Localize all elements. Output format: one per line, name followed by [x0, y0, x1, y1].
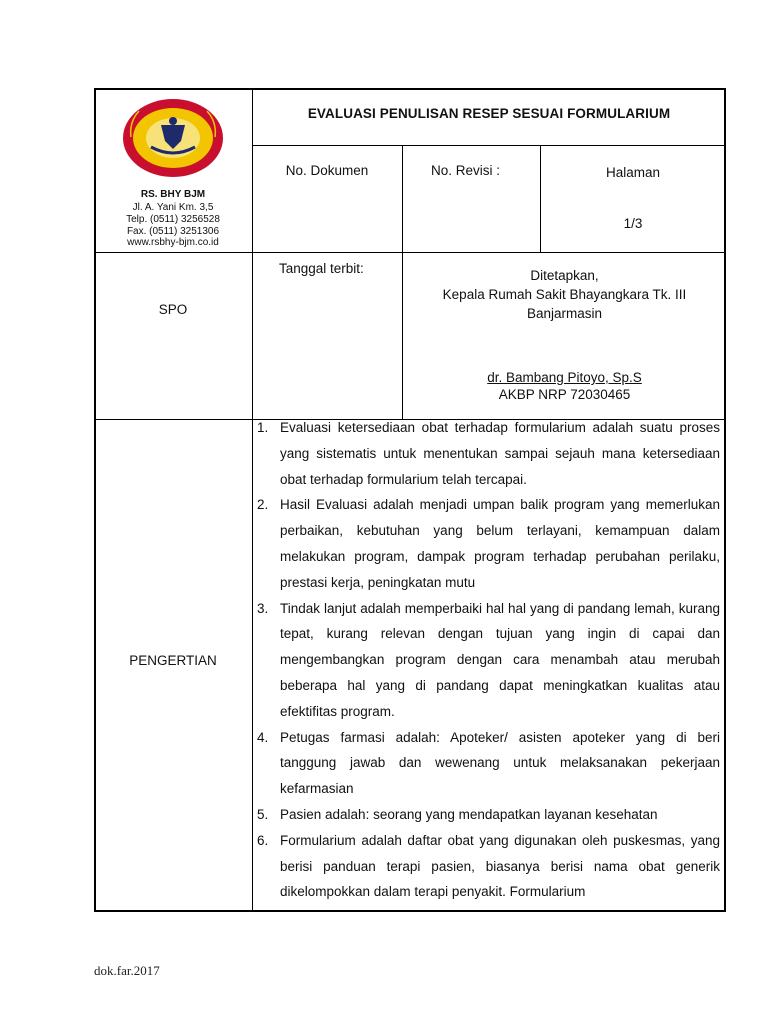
list-item: [257, 492, 720, 595]
list-item-number: 3.: [257, 600, 269, 616]
organization-address: Jl. A. Yani Km. 3,5: [132, 202, 214, 213]
list-item-text: Pasien adalah: seorang yang mendapatkan layanan kesehatan: [280, 806, 658, 822]
list-item: [257, 802, 720, 828]
organization-fax: Fax. (0511) 3251306: [126, 226, 220, 237]
organization-name: RS. BHY BJM: [140, 189, 206, 200]
divider-rev-page: [540, 145, 541, 252]
list-item: [257, 415, 720, 492]
document-title: EVALUASI PENULISAN RESEP SESUAI FORMULARIUM: [307, 106, 671, 121]
page-number: 1/3: [623, 216, 643, 231]
list-item-number: 4.: [257, 729, 269, 745]
list-item: [257, 828, 720, 905]
list-item-number: 5.: [257, 806, 269, 822]
list-item-text: Formularium adalah daftar obat yang digunakan oleh puskesmas, yang berisi panduan terapi pasien, biasanya berisi nama obat generik dikelompokkan dalam terapi penyakit. Formularium: [280, 832, 720, 900]
list-item-number: 6.: [257, 832, 269, 848]
list-item-text: Petugas farmasi adalah: Apoteker/ asisten apoteker yang di beri tanggung jawab dan wewenang untuk melaksanakan pekerjaan kefarmasian: [280, 729, 720, 797]
page-label: Halaman: [605, 165, 661, 180]
pengertian-label: PENGERTIAN: [129, 653, 217, 668]
signer-name: dr. Bambang Pitoyo, Sp.S: [487, 370, 642, 385]
divider-title-bottom: [252, 145, 726, 146]
approval-line-1: Ditetapkan,: [530, 268, 599, 283]
approval-line-2: Kepala Rumah Sakit Bhayangkara Tk. III: [442, 287, 687, 302]
organization-cell: [94, 88, 252, 252]
list-item-text: Evaluasi ketersediaan obat terhadap formularium adalah suatu proses yang sistematis untuk menentukan sampai sejauh mana ketersediaan obat terhadap formularium telah tercapai.: [280, 420, 720, 487]
hospital-logo-icon: [121, 97, 225, 179]
list-item-number: 1.: [257, 420, 269, 435]
list-item-text: Hasil Evaluasi adalah menjadi umpan balik program yang memerlukan perbaikan, kebutuhan yang belum terlayani, kemampuan dalam melakukan program, dampak program terhadap perubahan perilaku, prestasi kerja, peningkatan mutu: [280, 497, 720, 590]
divider-header-bottom: [94, 252, 726, 253]
list-item: [257, 725, 720, 802]
approval-block: [403, 266, 726, 323]
organization-website: www.rsbhy-bjm.co.id: [127, 237, 219, 248]
document-code-footer: dok.far.2017: [94, 963, 160, 978]
approval-line-3: Banjarmasin: [526, 306, 603, 321]
definition-list: [257, 415, 720, 905]
signer-block: [403, 369, 726, 403]
issue-date-label: Tanggal terbit:: [279, 261, 364, 276]
divider-label-column: [252, 88, 253, 912]
organization-phone: Telp. (0511) 3256528: [126, 214, 220, 225]
spo-document-table: [94, 88, 726, 912]
signer-rank: AKBP NRP 72030465: [498, 387, 631, 402]
spo-label: SPO: [158, 302, 188, 317]
doc-number-label: No. Dokumen: [285, 163, 369, 178]
list-item-number: 2.: [257, 497, 269, 513]
revision-label: No. Revisi :: [431, 163, 501, 178]
list-item-text: Tindak lanjut adalah memperbaiki hal hal yang di pandang lemah, kurang tepat, kurang relevan dengan tujuan yang ingin di capai dan mengembangkan program dengan cara menambah atau merubah beberapa hal yang di pandang dapat meningkatkan kualitas atau efektifitas program.: [280, 600, 720, 719]
list-item: [257, 596, 720, 725]
